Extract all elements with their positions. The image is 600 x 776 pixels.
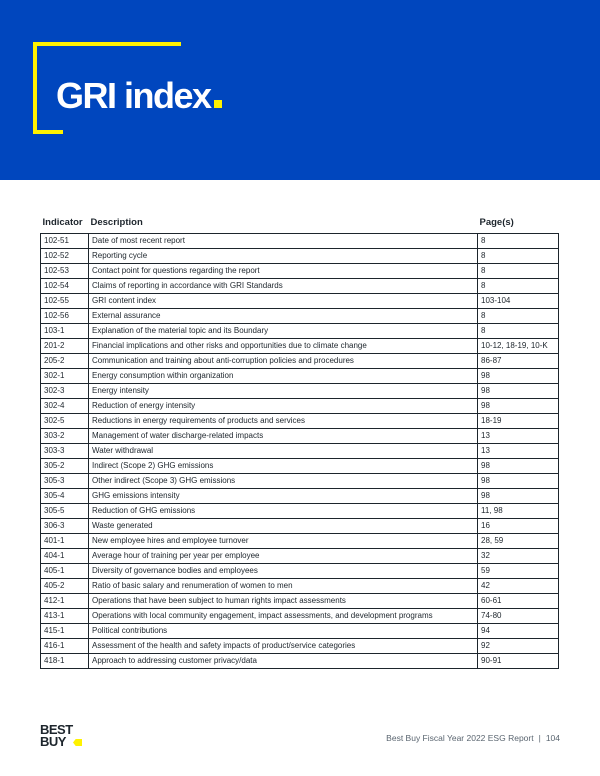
pages-cell: 18-19: [478, 414, 559, 429]
indicator-cell: 102-55: [41, 294, 89, 309]
indicator-cell: 404-1: [41, 549, 89, 564]
indicator-cell: 102-56: [41, 309, 89, 324]
indicator-cell: 405-2: [41, 579, 89, 594]
table-row: [41, 594, 559, 609]
pages-cell: 98: [478, 399, 559, 414]
page-title-text: GRI index: [56, 75, 211, 116]
description-cell: Indirect (Scope 2) GHG emissions: [89, 459, 478, 474]
description-cell: Reporting cycle: [89, 249, 478, 264]
table-row: [41, 624, 559, 639]
pages-cell: 8: [478, 264, 559, 279]
indicator-cell: 305-5: [41, 504, 89, 519]
indicator-cell: 405-1: [41, 564, 89, 579]
pages-cell: 59: [478, 564, 559, 579]
description-cell: Other indirect (Scope 3) GHG emissions: [89, 474, 478, 489]
title-dot: [214, 100, 222, 108]
pages-cell: 74-80: [478, 609, 559, 624]
table-row: [41, 534, 559, 549]
table-row: [41, 564, 559, 579]
description-cell: External assurance: [89, 309, 478, 324]
table-row: [41, 609, 559, 624]
pages-cell: 28, 59: [478, 534, 559, 549]
pages-cell: 13: [478, 444, 559, 459]
table-row: [41, 489, 559, 504]
description-cell: Energy consumption within organization: [89, 369, 478, 384]
description-cell: Reductions in energy requirements of products and services: [89, 414, 478, 429]
table-row: [41, 324, 559, 339]
description-cell: Claims of reporting in accordance with GRI Standards: [89, 279, 478, 294]
header-banner: [0, 0, 600, 180]
table-row: [41, 504, 559, 519]
table-row: [41, 459, 559, 474]
pages-cell: 86-87: [478, 354, 559, 369]
description-cell: GHG emissions intensity: [89, 489, 478, 504]
table-row: [41, 384, 559, 399]
table-row: [41, 579, 559, 594]
indicator-cell: 302-1: [41, 369, 89, 384]
description-cell: Date of most recent report: [89, 234, 478, 249]
pages-cell: 8: [478, 249, 559, 264]
pages-cell: 8: [478, 279, 559, 294]
pages-cell: 98: [478, 369, 559, 384]
description-cell: Contact point for questions regarding the report: [89, 264, 478, 279]
pages-cell: 42: [478, 579, 559, 594]
footer-separator: |: [538, 733, 541, 743]
indicator-cell: 412-1: [41, 594, 89, 609]
table-row: [41, 519, 559, 534]
pages-cell: 13: [478, 429, 559, 444]
table-row: [41, 354, 559, 369]
table-row: [41, 264, 559, 279]
description-cell: Ratio of basic salary and renumeration of women to men: [89, 579, 478, 594]
description-cell: GRI content index: [89, 294, 478, 309]
indicator-cell: 415-1: [41, 624, 89, 639]
pages-cell: 11, 98: [478, 504, 559, 519]
indicator-cell: 303-2: [41, 429, 89, 444]
table-row: [41, 654, 559, 669]
description-cell: Communication and training about anti-corruption policies and procedures: [89, 354, 478, 369]
indicator-cell: 201-2: [41, 339, 89, 354]
description-cell: Average hour of training per year per employee: [89, 549, 478, 564]
pages-cell: 103-104: [478, 294, 559, 309]
indicator-cell: 418-1: [41, 654, 89, 669]
description-cell: Reduction of energy intensity: [89, 399, 478, 414]
pages-cell: 32: [478, 549, 559, 564]
pages-cell: 16: [478, 519, 559, 534]
table-row: [41, 279, 559, 294]
table-row: [41, 294, 559, 309]
pages-cell: 98: [478, 384, 559, 399]
indicator-cell: 306-3: [41, 519, 89, 534]
description-cell: Assessment of the health and safety impacts of product/service categories: [89, 639, 478, 654]
description-cell: Operations with local community engagement, impact assessments, and development programs: [89, 609, 478, 624]
indicator-cell: 102-54: [41, 279, 89, 294]
table-row: [41, 549, 559, 564]
indicator-cell: 305-4: [41, 489, 89, 504]
indicator-cell: 102-52: [41, 249, 89, 264]
best-buy-logo: [40, 724, 88, 754]
table-row: [41, 429, 559, 444]
column-header-indicator: Indicator: [42, 216, 83, 228]
pages-cell: 98: [478, 489, 559, 504]
page-number: 104: [545, 733, 560, 743]
report-name: Best Buy Fiscal Year 2022 ESG Report: [386, 733, 534, 743]
footer-caption: [386, 733, 560, 743]
table-row: [41, 639, 559, 654]
pages-cell: 94: [478, 624, 559, 639]
page-title: [56, 76, 222, 116]
logo-line-2: BUY: [40, 734, 66, 749]
indicator-cell: 401-1: [41, 534, 89, 549]
indicator-cell: 103-1: [41, 324, 89, 339]
indicator-cell: 302-3: [41, 384, 89, 399]
table-row: [41, 444, 559, 459]
table-row: [41, 369, 559, 384]
indicator-cell: 413-1: [41, 609, 89, 624]
pages-cell: 98: [478, 474, 559, 489]
description-cell: Explanation of the material topic and its Boundary: [89, 324, 478, 339]
pages-cell: 90-91: [478, 654, 559, 669]
pages-cell: 8: [478, 234, 559, 249]
description-cell: Political contributions: [89, 624, 478, 639]
description-cell: Water withdrawal: [89, 444, 478, 459]
indicator-cell: 302-5: [41, 414, 89, 429]
table-row: [41, 474, 559, 489]
pages-cell: 8: [478, 309, 559, 324]
logo-line-1: BEST: [40, 722, 73, 737]
indicator-cell: 205-2: [41, 354, 89, 369]
gri-index-table: [40, 216, 559, 669]
description-cell: Waste generated: [89, 519, 478, 534]
pages-cell: 10-12, 18-19, 10-K: [478, 339, 559, 354]
description-cell: Diversity of governance bodies and employees: [89, 564, 478, 579]
description-cell: Energy intensity: [89, 384, 478, 399]
pages-cell: 60-61: [478, 594, 559, 609]
indicator-cell: 303-3: [41, 444, 89, 459]
description-cell: Approach to addressing customer privacy/data: [89, 654, 478, 669]
table-row: [41, 399, 559, 414]
indicator-cell: 305-3: [41, 474, 89, 489]
indicator-cell: 302-4: [41, 399, 89, 414]
pages-cell: 92: [478, 639, 559, 654]
table-body: [41, 234, 559, 669]
indicator-cell: 305-2: [41, 459, 89, 474]
table-row: [41, 249, 559, 264]
indicator-cell: 102-53: [41, 264, 89, 279]
table-header-row: [41, 216, 559, 234]
table-row: [41, 339, 559, 354]
description-cell: Operations that have been subject to human rights impact assessments: [89, 594, 478, 609]
table-row: [41, 414, 559, 429]
column-header-pages: Page(s): [479, 216, 514, 228]
pages-cell: 8: [478, 324, 559, 339]
indicator-cell: 416-1: [41, 639, 89, 654]
description-cell: Management of water discharge-related impacts: [89, 429, 478, 444]
indicator-cell: 102-51: [41, 234, 89, 249]
table-row: [41, 309, 559, 324]
description-cell: Financial implications and other risks and opportunities due to climate change: [89, 339, 478, 354]
description-cell: New employee hires and employee turnover: [89, 534, 478, 549]
table-row: [41, 234, 559, 249]
description-cell: Reduction of GHG emissions: [89, 504, 478, 519]
column-header-description: Description: [90, 216, 143, 228]
pages-cell: 98: [478, 459, 559, 474]
